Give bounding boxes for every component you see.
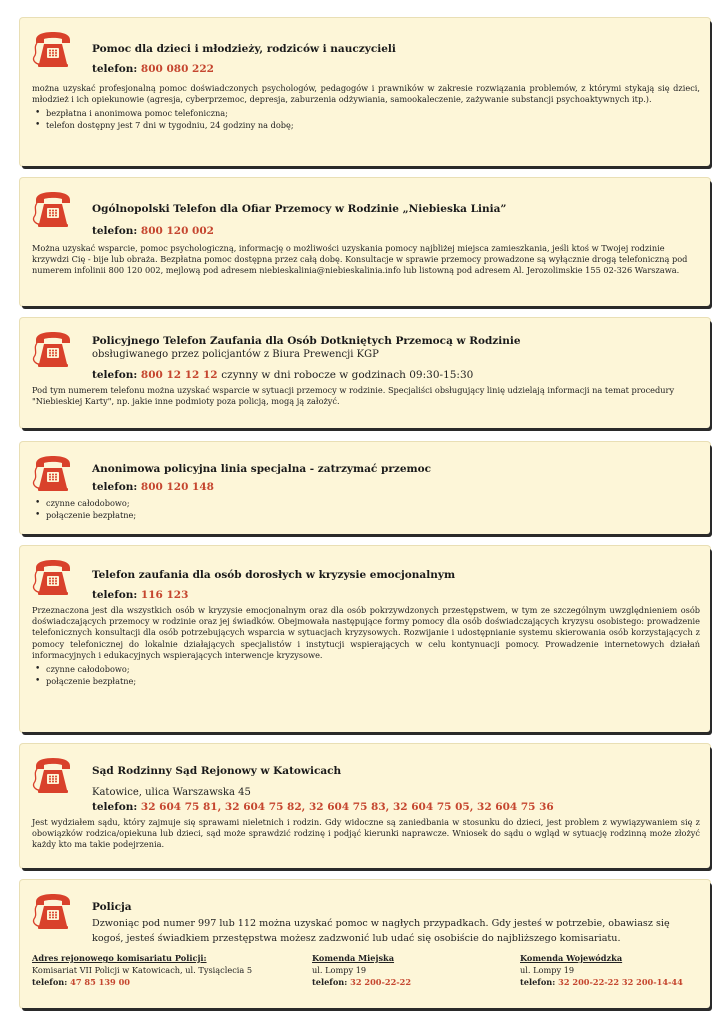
telephone-icon (32, 330, 74, 370)
card-police (20, 880, 710, 1008)
phone-number[interactable]: 116 123 (140, 589, 189, 601)
card-title: Sąd Rodzinny Sąd Rejonowy w Katowicach (92, 765, 342, 777)
phone-line: telefon: 47 85 139 00 (32, 977, 130, 987)
card-description: można uzyskać profesjonalną pomoc doświadczonych psychologów, pedagogów i prawników w zakresie rozwiązania problemów, z którymi stykają się dzieci, młodzież i ich opiekunowie (agresja, cyberprzemoc, depresja, zaburzenia odżywiania, samookaleczenie, zażywanie substancji psychoaktywnych itp.). (32, 83, 700, 105)
contact-address: ul. Lompy 19 (520, 965, 575, 975)
contact-address: Komisariat VII Policji w Katowicach, ul. Tysiąclecia 5 (32, 965, 253, 975)
telephone-icon (32, 30, 74, 70)
card-title: Ogólnopolski Telefon dla Ofiar Przemocy w Rodzinie „Niebieska Linia” (92, 203, 507, 215)
phone-line: telefon: 116 123 (92, 589, 189, 601)
phone-number[interactable]: 47 85 139 00 (70, 977, 130, 987)
telephone-icon (32, 892, 74, 932)
phone-number[interactable]: 32 200-22-22 (350, 977, 412, 987)
card-title: Telefon zaufania dla osób dorosłych w kryzysie emocjonalnym (92, 569, 456, 581)
card-family-court (20, 744, 710, 868)
phone-line: telefon: 32 604 75 81, 32 604 75 82, 32 604 75 83, 32 604 75 05, 32 604 75 36 (92, 801, 554, 813)
card-description: Przeznaczona jest dla wszystkich osób w kryzysie emocjonalnym oraz dla osób pokrzywdzonych przestępstwem, w tym ze szczególnym uwzględnieniem osób doświadczających przemocy w rodzinie oraz jej świadków. Obejmowała następujące formy pomocy dla osób doświadczających kryzysu osobistego: prowadzenie telefonicznych konsultacji dla osób potrzebujących wsparcia w sytuacjach kryzysowych. Rozwijanie i udostępnianie systemu skierowania osób korzystających z pomocy telefonicznej do lokalnie działających specjalistów i instytucji wspierających w celu kontynuacji pomocy. Prowadzenie internetowych działań informacyjnych i edukacyjnych wspierających interwencje kryzysowe. (32, 605, 700, 660)
phone-line: telefon: 800 12 12 12 czynny w dni robocze w godzinach 09:30-15:30 (92, 369, 474, 381)
phone-number[interactable]: 800 080 222 (140, 63, 214, 75)
phone-line: telefon: 32 200-22-22 (312, 977, 412, 987)
helpline-card-niebieska-linia (20, 178, 710, 306)
card-title: Pomoc dla dzieci i młodzieży, rodziców i nauczycieli (92, 43, 396, 55)
helpline-card-anonymous-police (20, 442, 710, 534)
phone-number[interactable]: 32 200-22-22 32 200-14-44 (558, 977, 683, 987)
phone-line: telefon: 800 120 002 (92, 225, 214, 237)
card-title: Policyjnego Telefon Zaufania dla Osób Dotkniętych Przemocą w Rodzinie (92, 335, 521, 347)
court-address: Katowice, ulica Warszawska 45 (92, 787, 251, 798)
telephone-icon (32, 190, 74, 230)
police-contact-voivodeship (520, 952, 700, 988)
card-description: Pod tym numerem telefonu można uzyskać wsparcie w sytuacji przemocy w rodzinie. Specjaliści obsługujący linię udzielają informacji na temat procedury "Niebieskiej Karty", np. jakie inne podmioty poza policją, mogą ją założyć. (32, 385, 675, 407)
phone-number[interactable]: 800 12 12 12 (140, 369, 218, 381)
contact-address: ul. Lompy 19 (312, 965, 367, 975)
phone-hours: czynny w dni robocze w godzinach 09:30-15:30 (221, 369, 474, 381)
police-contacts (32, 952, 700, 988)
helpline-card-emotional-crisis (20, 546, 710, 732)
bullet-list (32, 497, 700, 521)
telephone-icon (32, 756, 74, 796)
list-item: • czynne całodobowo; (32, 497, 700, 509)
phone-numbers[interactable]: 32 604 75 81, 32 604 75 82, 32 604 75 83, 32 604 75 05, 32 604 75 36 (140, 801, 554, 813)
list-item: • połączenie bezpłatne; (32, 675, 700, 687)
card-title: Policja (92, 901, 132, 913)
bullet-list (32, 663, 700, 687)
phone-number[interactable]: 800 120 148 (140, 481, 214, 493)
card-description: Jest wydziałem sądu, który zajmuje się sprawami nieletnich i rodzin. Gdy widoczne są zaniedbania w stosunku do dzieci, jest problem z wywiązywaniem się z obowiązków rodzica/opiekuna lub dzieci, sąd może sprawdzić rodzinę i podjąć kierunki naprawcze. Wniosek do sądu o wgląd w sytuację rodzinną może złożyć każdy kto ma takie podejrzenia. (32, 817, 700, 850)
helpline-card-children (20, 18, 710, 166)
phone-line: telefon: 800 120 148 (92, 481, 214, 493)
list-item: • telefon dostępny jest 7 dni w tygodniu, 24 godziny na dobę; (32, 119, 700, 131)
telephone-icon (32, 558, 74, 598)
card-description: Można uzyskać wsparcie, pomoc psychologiczną, informację o możliwości uzyskania pomocy najbliżej miejsca zamieszkania, jeśli ktoś w Twojej rodzinie krzywdzi Cię - bije lub obraża. Bezpłatna pomoc dostępna przez całą dobę. Konsultacje w sprawie przemocy prowadzone są wyłącznie drogą telefoniczną pod numerem infolinii 800 120 002, mejlową pod adresem niebieskalinia@niebieskalinia.info lub listowną pod adresem Al. Jerozolimskie 155 02-326 Warszawa. (32, 243, 688, 276)
police-contact-city (312, 952, 520, 988)
card-title: Anonimowa policyjna linia specjalna - zatrzymać przemoc (92, 463, 432, 475)
telephone-icon (32, 454, 74, 494)
card-subtitle: obsługiwanego przez policjantów z Biura Prewencji KGP (92, 349, 379, 360)
police-contact-district (32, 952, 312, 988)
phone-line: telefon: 32 200-22-22 32 200-14-44 (520, 977, 683, 987)
contact-heading: Komenda Wojewódzka (520, 953, 623, 963)
contact-heading: Komenda Miejska (312, 953, 395, 963)
bullet-list (32, 107, 700, 131)
phone-line: telefon: 800 080 222 (92, 63, 214, 75)
helpline-card-police-trust (20, 318, 710, 428)
list-item: • czynne całodobowo; (32, 663, 700, 675)
list-item: • połączenie bezpłatne; (32, 509, 700, 521)
list-item: • bezpłatna i anonimowa pomoc telefoniczna; (32, 107, 700, 119)
phone-number[interactable]: 800 120 002 (140, 225, 214, 237)
contact-heading: Adres rejonowego komisariatu Policji: (32, 953, 207, 963)
card-description: Dzwoniąc pod numer 997 lub 112 można uzyskać pomoc w nagłych przypadkach. Gdy jesteś w potrzebie, obawiasz się kogoś, jesteś świadkiem przestępstwa możesz zadzwonić lub udać się osobiście do najbliższego komisariatu. (92, 918, 670, 944)
